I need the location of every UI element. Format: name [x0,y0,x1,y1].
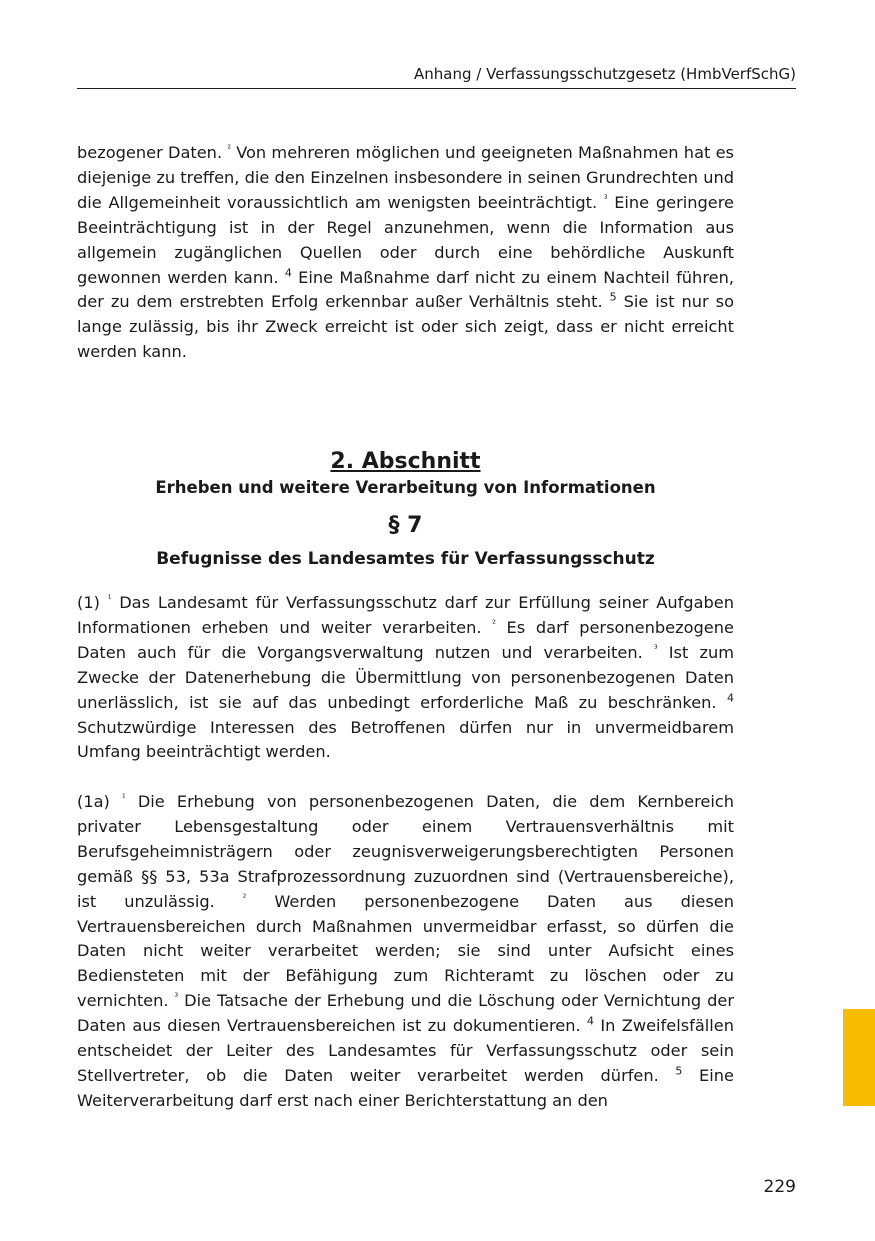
clause-label: (1a) [77,792,110,811]
sentence-2: Von mehreren möglichen und geeigneten Maßnahmen hat es diejenige zu treffen, die den Einzelnen insbesondere in seinen Grundrechten und die Allgemeinheit voraussichtlich am wenigsten beeinträchtigt. [77,143,734,212]
sentence-1: Das Landesamt für Verfassungsschutz darf zur Erfüllung seiner Aufgaben Informationen erheben und weiter verarbeiten. [77,593,734,637]
intro-paragraph [77,141,734,365]
sentence-2: Werden personenbezogene Daten aus diesen Vertrauensbereichen durch Maßnahmen unvermeidbar erfasst, so dürfen die Daten nicht weiter verarbeitet werden; sie sind unter Aufsicht eines Bediensteten mit der Befähigung zum Richteramt zu löschen oder zu vernichten. [77,891,734,1011]
sentence-marker-2: ² [242,893,247,904]
sentence-3: Die Tatsache der Erhebung und die Löschung oder Vernichtung der Daten aus diesen Vertrauensbereichen ist zu dokumentieren. [77,991,734,1036]
sentence-marker-5: 5 [609,291,617,305]
sentence-marker-3: ³ [603,194,608,205]
sentence-marker-1: ¹ [107,594,112,605]
section-title: 2. Abschnitt [330,449,481,474]
sentence-marker-2: ² [227,144,231,155]
sentence-marker-3: ³ [653,644,658,655]
clause-1 [77,591,734,765]
sentence-4: Schutzwürdige Interessen des Betroffenen dürfen nur in unvermeidbarem Umfang beeinträchtigt werden. [77,717,734,762]
sentence-marker-5: 5 [675,1064,683,1078]
sentence-3: Ist zum Zwecke der Datenerhebung die Übermittlung von personenbezogenen Daten unerlässlich, ist sie auf das unbedingt erforderliche Maß zu beschränken. [77,642,734,712]
page-number: 229 [763,1177,796,1197]
sentence-marker-4: 4 [586,1014,594,1028]
sentence-4: In Zweifelsfällen entscheidet der Leiter des Landesamtes für Verfassungsschutz oder sein Stellvertreter, ob die Daten weiter verarbeitet werden dürfen. [77,1016,734,1085]
sentence-3: Eine geringere Beeinträchtigung ist in der Regel anzunehmen, wenn die Information aus allgemein zugänglichen Quellen oder durch eine behördliche Auskunft gewonnen werden kann. [77,192,734,287]
sentence-4: Eine Maßnahme darf nicht zu einem Nachteil führen, der zu dem erstrebten Erfolg erkennbar außer Verhältnis steht. [77,267,734,312]
sentence-marker-2: ² [492,619,496,630]
clause-1a [77,790,734,1114]
sentence-marker-1: ¹ [122,793,126,804]
sentence-marker-4: 4 [284,266,292,280]
running-header: Anhang / Verfassungsschutzgesetz (HmbVerfSchG) [414,65,796,83]
paragraph-title: Befugnisse des Landesamtes für Verfassungsschutz [156,549,655,569]
sentence-marker-4: 4 [727,691,734,705]
sentence-2: Es darf personenbezogene Daten auch für die Vorgangsverwaltung nutzen und verarbeiten. [77,617,734,662]
section-subtitle: Erheben und weitere Verarbeitung von Informationen [155,478,656,497]
clause-label: (1) [77,593,100,612]
sentence-5: Sie ist nur so lange zulässig, bis ihr Zweck erreicht ist oder sich zeigt, dass er nicht erreicht werden kann. [77,292,734,362]
sentence-1: bezogener Daten. [77,143,223,162]
sentence-1: Die Erhebung von personenbezogenen Daten, die dem Kernbereich privater Lebensgestaltung oder einem Vertrauensverhältnis mit Berufsgeheimnisträgern oder zeugnisverweigerungsberechtigten Personen gemäß §§ 53, 53a Strafprozessordnung zuzuordnen sind (Vertrauensbereiche), ist unzulässig. [77,792,734,911]
header-rule [77,88,796,89]
sentence-marker-3: ³ [174,992,179,1003]
paragraph-sign: § 7 [388,513,423,538]
sentence-5: Eine Weiterverarbeitung darf erst nach einer Berichterstattung an den [77,1065,734,1110]
chapter-tab-marker [843,1009,875,1106]
